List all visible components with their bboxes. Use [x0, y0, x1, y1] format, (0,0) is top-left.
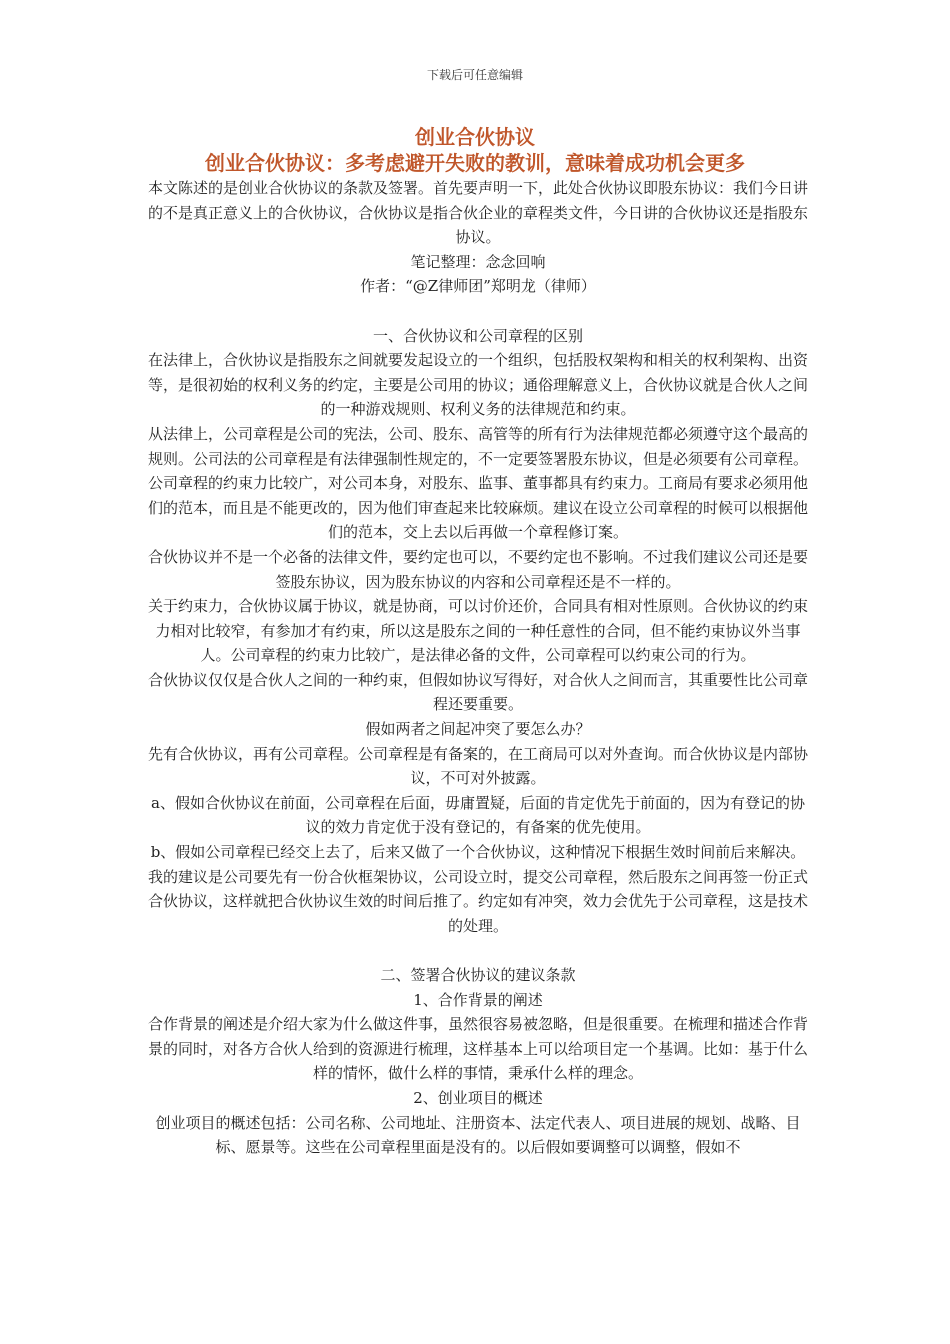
section1-paragraph: 我的建议是公司要先有一份合伙框架协议，公司设立时，提交公司章程，然后股东之间再签一份正式合伙协议，这样就把合伙协议生效的时间后推了。约定如有冲突，效力会优先于公司章程，这是技术的处理。 — [148, 867, 809, 935]
section1-paragraph: 在法律上，合伙协议是指股东之间就要发起设立的一个组织，包括股权架构和相关的权利架构、出资等，是很初始的权利义务的约定，主要是公司用的协议；通俗理解意义上，合伙协议就是合伙人之间的一种游戏规则、权利义务的法律规范和约束。 — [148, 351, 809, 419]
section1-item-a: a、假如合伙协议在前面，公司章程在后面，毋庸置疑，后面的肯定优先于前面的，因为有登记的协议的效力肯定优于没有登记的，有备案的优先使用。 — [151, 793, 805, 837]
intro-paragraph: 本文陈述的是创业合伙协议的条款及签署。首先要声明一下，此处合伙协议即股东协议：我们今日讲的不是真正意义上的合伙协议，合伙协议是指合伙企业的章程类文件，今日讲的合伙协议还是指股东协议。 — [148, 179, 809, 247]
section2-sub1-text: 合作背景的阐述是介绍大家为什么做这件事，虽然很容易被忽略，但是很重要。在梳理和描述合作背景的同时，对各方合伙人给到的资源进行梳理，这样基本上可以给项目定一个基调。比如：基于什么样的情怀，做什么样的事情，秉承什么样的理念。 — [148, 1015, 809, 1083]
document-title: 创业合伙协议 — [415, 125, 535, 149]
section2-heading: 二、签署合伙协议的建议条款 — [380, 966, 576, 984]
section1-paragraph: 合伙协议仅仅是合伙人之间的一种约束，但假如协议写得好，对合伙人之间而言，其重要性比公司章程还要重要。 — [148, 670, 809, 714]
section1-question: 假如两者之间起冲突了要怎么办？ — [365, 720, 591, 739]
section2-sub1-heading: 1、合作背景的阐述 — [413, 990, 543, 1009]
spacer — [148, 299, 808, 324]
note-by: 笔记整理：念念回响 — [410, 252, 546, 271]
section1-item-b: b、假如公司章程已经交上去了，后来又做了一个合伙协议，这种情况下根据生效时间前后来解决。 — [150, 843, 806, 862]
section1-heading: 一、合伙协议和公司章程的区别 — [372, 326, 583, 345]
document-subtitle: 创业合伙协议：多考虑避开失败的教训，意味着成功机会更多 — [205, 151, 745, 175]
document-body — [148, 176, 808, 1160]
section1-paragraph: 先有合伙协议，再有公司章程。公司章程是有备案的，在工商局可以对外查询。而合伙协议是内部协议，不可对外披露。 — [148, 744, 809, 788]
section2-sub2-text: 创业项目的概述包括：公司名称、公司地址、注册资本、法定代表人、项目进展的规划、战略、目标、愿景等。这些在公司章程里面是没有的。以后假如要调整可以调整，假如不 — [155, 1113, 801, 1157]
section1-paragraph: 合伙协议并不是一个必备的法律文件，要约定也可以，不要约定也不影响。不过我们建议公司还是要签股东协议，因为股东协议的内容和公司章程还是不一样的。 — [148, 547, 809, 591]
spacer — [148, 938, 808, 963]
author-line: 作者：“@Z律师团”郑明龙（律师） — [360, 277, 596, 296]
section1-paragraph: 从法律上，公司章程是公司的宪法，公司、股东、高管等的所有行为法律规范都必须遵守这个最高的规则。公司法的公司章程是有法律强制性规定的，不一定要签署股东协议，但是必须要有公司章程。公司章程的约束力比较广，对公司本身，对股东、监事、董事都具有约束力。工商局有要求必须用他们的范本，而且是不能更改的，因为他们审查起来比较麻烦。建议在设立公司章程的时候可以根据他们的范本，交上去以后再做一个章程修订案。 — [148, 424, 809, 542]
header-note: 下载后可任意编辑 — [426, 68, 523, 82]
section1-paragraph: 关于约束力，合伙协议属于协议，就是协商，可以讨价还价，合同具有相对性原则。合伙协议的约束力相对比较窄，有参加才有约束，所以这是股东之间的一种任意性的合同，但不能约束协议外当事人。公司章程的约束力比较广，是法律必备的文件，公司章程可以约束公司的行为。 — [148, 597, 809, 665]
section2-sub2-heading: 2、创业项目的概述 — [413, 1088, 543, 1107]
